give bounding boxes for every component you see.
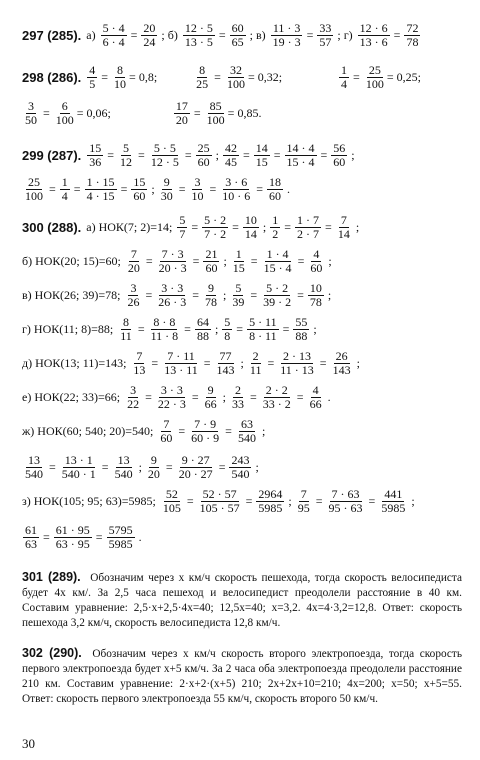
operator: = (145, 287, 153, 302)
fraction: $\frac{85}{100}$ (206, 99, 225, 127)
operator: ; (261, 423, 266, 438)
operator: ; (313, 321, 317, 336)
problem-297: 297 (285). а) $\frac{5 \cdot 4}{6 \cdot 4}$ = $\frac{20}{24}$ ; б) $\frac{12 \cdot 5}{13 \cdot 5}$ = $\frac{60}{65}$ ; в) $\frac{11 \cdot 3}{19 \cdot 3}$ = $\frac{33}{57}$ ; г) $\frac{12 \cdot 6}{13 \cdot 6}$ = $\frac{72}{78}$ (22, 21, 419, 49)
fraction: $\frac{12 \cdot 5}{13 \cdot 5}$ (184, 21, 213, 49)
fraction: $\frac{7}{20}$ (127, 247, 140, 275)
operator: = (267, 355, 275, 370)
fraction: $\frac{2964}{5985}$ (258, 487, 283, 515)
lcm-label: з) НОК(105; 95; 63)=5985; (22, 493, 156, 508)
operator: = (178, 423, 186, 438)
problem-300-row (22, 248, 335, 274)
fraction: $\frac{1 \cdot 4}{15 \cdot 4}$ (263, 247, 292, 275)
problem-302 (22, 646, 462, 707)
fraction: $\frac{4}{66}$ (309, 383, 322, 411)
fraction: $\frac{3}{50}$ (25, 99, 37, 127)
fraction: $\frac{7}{60}$ (160, 417, 173, 445)
problem-number: 297 (285). (22, 27, 82, 43)
operator: = (368, 493, 376, 508)
operator: = (284, 219, 292, 234)
operator: = (95, 529, 103, 544)
item-label: в) (255, 27, 266, 42)
lcm-label: ж) НОК(60; 540; 20)=540; (22, 423, 154, 438)
operator: = (165, 459, 173, 474)
operator: = (192, 253, 200, 268)
fraction: $\frac{7}{95}$ (297, 487, 310, 515)
fraction: $\frac{9}{78}$ (205, 281, 217, 309)
item-label: б) (167, 27, 178, 42)
problem-300-row (22, 454, 262, 480)
fraction: $\frac{3 \cdot 3}{26 \cdot 3}$ (158, 281, 187, 309)
problem-number: 298 (286). (22, 69, 82, 85)
operator: = (184, 321, 191, 336)
fraction: $\frac{64}{88}$ (196, 315, 209, 343)
fraction: $\frac{9}{66}$ (204, 383, 217, 411)
operator: = (297, 287, 304, 302)
fraction: $\frac{21}{60}$ (205, 247, 218, 275)
operator: = (203, 355, 211, 370)
lcm-label: б) НОК(20; 15)=60; (22, 253, 121, 268)
operator: . (138, 529, 142, 544)
operator: = (151, 355, 159, 370)
operator: = (145, 253, 153, 268)
fraction: $\frac{6}{100}$ (55, 99, 74, 127)
problem-301 (22, 570, 462, 631)
result-text: = 0,8; (129, 69, 158, 84)
operator: ; (255, 459, 259, 474)
fraction: $\frac{5 \cdot 2}{7 \cdot 2}$ (204, 213, 227, 241)
operator: = (192, 287, 199, 302)
operator: = (250, 253, 258, 268)
operator: = (191, 219, 199, 234)
fraction: $\frac{3}{26}$ (127, 281, 140, 309)
operator: ; (328, 253, 332, 268)
problem-number: 301 (289). (22, 570, 81, 584)
fraction: $\frac{5 \cdot 11}{8 \cdot 11}$ (249, 315, 277, 343)
problem-299-line-2: $\frac{25}{100}$ = $\frac{1}{4}$ = $\frac{1 \cdot 15}{4 \cdot 15}$ = $\frac{15}{60}$ ; $\frac{9}{30}$ = $\frac{3}{10}$ = $\frac{3 \cdot 6}{10 \cdot 6}$ = $\frac{18}{60}$ . (25, 175, 291, 203)
fraction: $\frac{77}{143}$ (216, 349, 235, 377)
fraction: $\frac{13}{540}$ (114, 453, 133, 481)
problem-300-row (22, 418, 268, 444)
operator: = (250, 389, 257, 404)
operator: = (325, 219, 332, 234)
lcm-label: е) НОК(22; 33)=66; (22, 389, 121, 404)
problem-298-line-2: $\frac{3}{50}$ = $\frac{6}{100}$ = 0,06; $\frac{17}{20}$ = $\frac{85}{100}$ = 0,85. (25, 99, 262, 127)
operator: ; (262, 219, 267, 234)
fraction: $\frac{2 \cdot 2}{33 \cdot 2}$ (262, 383, 291, 411)
result-text: = 0,25; (386, 69, 421, 84)
fraction: $\frac{12 \cdot 6}{13 \cdot 6}$ (359, 21, 388, 49)
operator: ; (288, 493, 292, 508)
operator: ; (223, 253, 227, 268)
fraction: $\frac{5}{39}$ (232, 281, 245, 309)
fraction: $\frac{7}{14}$ (337, 213, 350, 241)
lcm-label: а) НОК(7; 2)=14; (86, 219, 173, 234)
operator: ; (411, 493, 415, 508)
problem-300-row (22, 214, 362, 240)
operator: = (191, 389, 199, 404)
fraction: $\frac{3 \cdot 3}{22 \cdot 3}$ (157, 383, 186, 411)
fraction: $\frac{61}{63}$ (25, 523, 37, 551)
fraction: $\frac{8}{10}$ (114, 63, 127, 91)
fraction: $\frac{7 \cdot 11}{13 \cdot 11}$ (164, 349, 198, 377)
problem-298-line-1: 298 (286). $\frac{4}{5}$ = $\frac{8}{10}$ = 0,8; $\frac{8}{25}$ = $\frac{32}{100}$ = 0,32; $\frac{1}{4}$ = $\frac{25}{100}$ = 0,25; (22, 63, 421, 91)
fraction: $\frac{7 \cdot 3}{20 \cdot 3}$ (158, 247, 187, 275)
fraction: $\frac{10}{14}$ (244, 213, 257, 241)
operator: = (145, 389, 152, 404)
operator: = (250, 287, 258, 302)
fraction: $\frac{8 \cdot 8}{11 \cdot 8}$ (150, 315, 179, 343)
problem-300-row (22, 350, 363, 376)
operator: ; (222, 389, 226, 404)
problem-number: 302 (290). (22, 646, 82, 660)
fraction: $\frac{5795}{5985}$ (108, 523, 133, 551)
operator: ; (223, 287, 227, 302)
fraction: $\frac{33}{57}$ (319, 21, 332, 49)
fraction: $\frac{4}{5}$ (89, 63, 96, 91)
operator: = (186, 493, 194, 508)
operator: = (43, 529, 50, 544)
fraction: $\frac{5 \cdot 4}{6 \cdot 4}$ (102, 21, 125, 49)
fraction: $\frac{5}{7}$ (179, 213, 186, 241)
problem-text: Обозначим через x км/ч скорость пешехода, тогда скорость велосипедиста будет 4x км/. За 2,5 часа пешеход и велосипедист преодолели расстояние в 40 км. Составим уравнение: 2,5·x+2,5·4x=40; 12,5x=40; x=3,2. 4x=4·3,2=12,8. Ответ: скорость пешехода 3,2 км/ч, скорость велосипедиста 12,8 км/ч. (22, 572, 463, 629)
fraction: $\frac{5 \cdot 2}{39 \cdot 2}$ (263, 281, 292, 309)
fraction: $\frac{441}{5985}$ (381, 487, 406, 515)
operator: = (49, 459, 56, 474)
operator: = (218, 459, 226, 474)
fraction: $\frac{52}{105}$ (162, 487, 181, 515)
problem-299-line-1: 299 (287). $\frac{15}{36}$ = $\frac{5}{12}$ = $\frac{5 \cdot 5}{12 \cdot 5}$ = $\frac{25}{60}$ ; $\frac{42}{45}$ = $\frac{14}{15}$ = $\frac{14 \cdot 4}{15 \cdot 4}$ = $\frac{56}{60}$ ; (22, 141, 355, 169)
operator: = (232, 219, 239, 234)
fraction: $\frac{9 \cdot 27}{20 \cdot 27}$ (178, 453, 213, 481)
fraction: $\frac{1}{15}$ (232, 247, 245, 275)
fraction: $\frac{8}{11}$ (120, 315, 132, 343)
fraction: $\frac{1}{2}$ (272, 213, 279, 241)
fraction: $\frac{55}{88}$ (295, 315, 308, 343)
operator: = (297, 253, 305, 268)
fraction: $\frac{2}{33}$ (232, 383, 244, 411)
fraction: $\frac{72}{78}$ (406, 21, 419, 49)
fraction: $\frac{1}{4}$ (341, 63, 348, 91)
page-number: 30 (22, 736, 35, 751)
fraction: $\frac{4}{60}$ (310, 247, 323, 275)
operator: = (296, 389, 304, 404)
operator: ; (138, 459, 142, 474)
problem-300-row (22, 316, 320, 342)
fraction: $\frac{13 \cdot 1}{540 \cdot 1}$ (61, 453, 96, 481)
fraction: $\frac{2}{11}$ (249, 349, 262, 377)
result-text: = 0,32; (247, 69, 283, 84)
fraction: $\frac{7 \cdot 9}{60 \cdot 9}$ (191, 417, 220, 445)
problem-300-row (22, 488, 418, 514)
fraction: $\frac{7 \cdot 63}{95 \cdot 63}$ (328, 487, 363, 515)
fraction: $\frac{2 \cdot 13}{11 \cdot 13}$ (280, 349, 314, 377)
operator: = (137, 321, 145, 336)
operator: = (236, 321, 244, 336)
operator: = (315, 493, 323, 508)
fraction: $\frac{63}{540}$ (237, 417, 256, 445)
fraction: $\frac{3}{22}$ (127, 383, 140, 411)
lcm-label: д) НОК(13; 11)=143; (22, 355, 127, 370)
fraction: $\frac{26}{143}$ (332, 349, 351, 377)
operator: = (319, 355, 327, 370)
operator: ; (355, 219, 360, 234)
result-text: = 0,06; (76, 105, 111, 120)
fraction: $\frac{32}{100}$ (226, 63, 245, 91)
problem-300-row (22, 282, 334, 308)
operator: . (327, 389, 331, 404)
fraction: $\frac{5}{8}$ (224, 315, 231, 343)
fraction: $\frac{17}{20}$ (175, 99, 188, 127)
fraction: $\frac{13}{540}$ (25, 453, 43, 481)
item-label: а) (86, 27, 96, 42)
fraction: $\frac{61 \cdot 95}{63 \cdot 95}$ (55, 523, 90, 551)
fraction: $\frac{9}{20}$ (147, 453, 160, 481)
problem-300-row (22, 524, 145, 550)
fraction: $\frac{60}{65}$ (231, 21, 244, 49)
fraction: $\frac{243}{540}$ (231, 453, 250, 481)
fraction: $\frac{11 \cdot 3}{19 \cdot 3}$ (272, 21, 301, 49)
problem-300-row (22, 384, 334, 410)
problem-number: 300 (288). (22, 219, 82, 235)
item-label: г) (343, 27, 353, 42)
problem-text: Обозначим через x км/ч скорость второго электропоезда, тогда скорость первого электропоезда будет x+5 км/ч. За 2 часа оба электропоезда преодолели расстояние 210 км. Составим уравнение: 2·x+2·(x+5) 210; 2x+2x+10=210; 4x=200; x=50; x+5=55. Ответ: скорость первого электропоезда 55 км/ч, скорость второго 50 км/ч. (22, 648, 462, 705)
lcm-label: в) НОК(26; 39)=78; (22, 287, 121, 302)
operator: = (245, 493, 253, 508)
fraction: $\frac{25}{100}$ (365, 63, 384, 91)
lcm-label: г) НОК(11; 8)=88; (22, 321, 114, 336)
fraction: $\frac{7}{13}$ (133, 349, 146, 377)
fraction: $\frac{20}{24}$ (143, 21, 156, 49)
operator: ; (240, 355, 244, 370)
operator: = (282, 321, 290, 336)
fraction: $\frac{8}{25}$ (196, 63, 209, 91)
fraction: $\frac{10}{78}$ (309, 281, 322, 309)
operator: ; (214, 321, 219, 336)
problem-number: 299 (287). (22, 147, 82, 163)
operator: ; (356, 355, 360, 370)
operator: = (225, 423, 232, 438)
operator: ; (327, 287, 332, 302)
operator: = (101, 459, 109, 474)
result-text: = 0,85. (227, 105, 262, 120)
fraction: $\frac{52 \cdot 57}{105 \cdot 57}$ (199, 487, 240, 515)
fraction: $\frac{1 \cdot 7}{2 \cdot 7}$ (297, 213, 320, 241)
